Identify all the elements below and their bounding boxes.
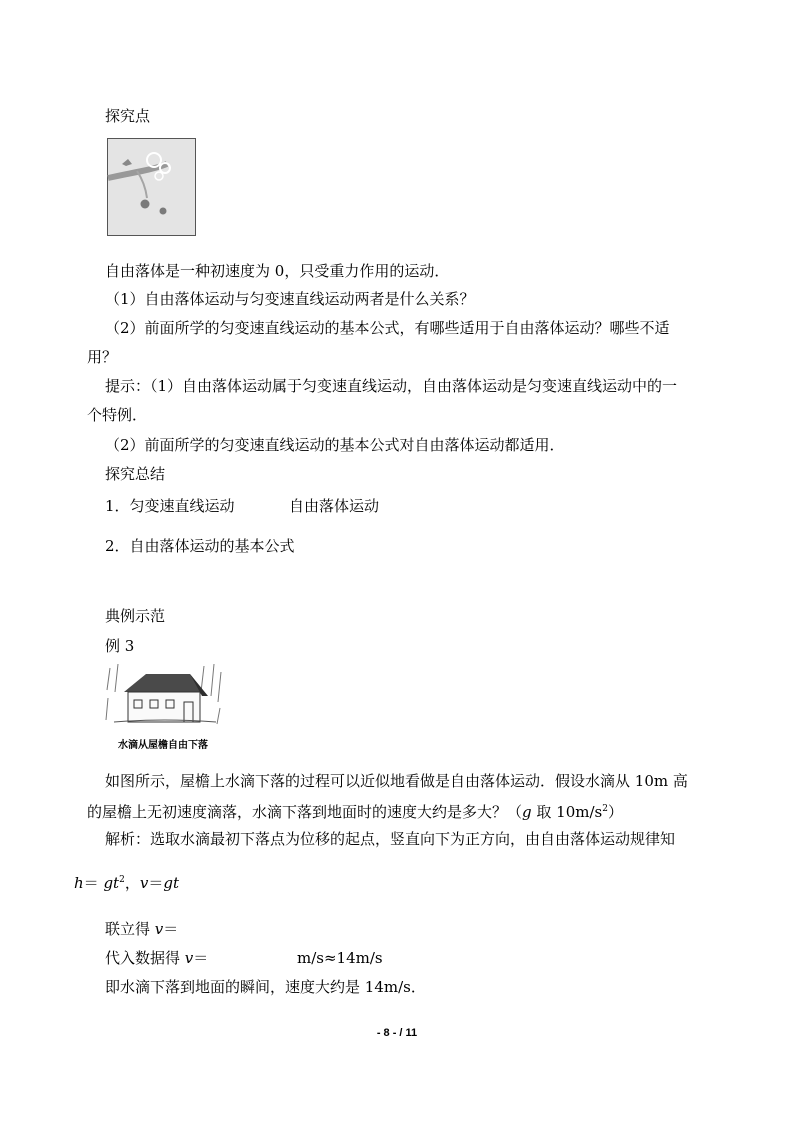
formula-line [74,870,179,893]
apple-tree-illustration [107,138,196,236]
hint-line1: 提示：（1）自由落体运动属于匀变速直线运动，自由落体运动是匀变速直线运动中的一 [105,377,678,395]
example-label: 例 3 [105,637,135,655]
conclusion-text: 即水滴下落到地面的瞬间，速度大约是 14m/s． [105,978,426,996]
intro-text: 自由落体是一种初速度为 0，只受重力作用的运动． [105,262,450,280]
formula-v: v [139,874,149,892]
combine-line [105,919,178,939]
substitute-eq: ＝ [193,949,209,967]
hint-2: （2）前面所学的匀变速直线运动的基本公式对自由落体运动都适用． [105,436,565,454]
formula-eq1: ＝ [83,874,104,892]
summary-title: 探究总结 [105,465,166,483]
substitute-line [105,948,208,968]
substitute-result: m/s≈14m/s [297,949,383,967]
substitute-text: 代入数据得 [105,949,185,967]
question-2-line1: （2）前面所学的匀变速直线运动的基本公式，有哪些适用于自由落体运动？哪些不适 [105,319,670,337]
formula-gt: gt [103,874,120,892]
page-number: - 8 - / 11 [376,1027,418,1039]
hint-line2: 个特例． [87,406,148,424]
formula-h: h [74,874,84,892]
house-rain-illustration [104,662,226,740]
problem-line2 [87,799,623,822]
question-1: （1）自由落体运动与匀变速直线运动两者是什么关系？ [105,290,475,308]
section-title: 探究点 [105,107,151,125]
problem-value: 取 10m/s [531,803,603,821]
formula-sep: ， [124,874,140,892]
problem-close: ） [607,803,623,821]
solution-text: 解析：选取水滴最初下落点为位移的起点，竖直向下为正方向，由自由落体运动规律知 [105,830,676,848]
combine-v: v [154,920,164,938]
substitute-v: v [184,949,194,967]
formula-gt2: gt [163,874,179,892]
question-2-line2: 用？ [87,348,118,366]
combine-eq: ＝ [163,920,179,938]
problem-line1: 如图所示，屋檐上水滴下落的过程可以近似地看做是自由落体运动．假设水滴从 10m 高 [105,772,688,790]
example-heading: 典例示范 [105,607,166,625]
formula-exponent: 2 [119,875,125,885]
summary-item1-right: 自由落体运动 [289,497,380,515]
summary-item2: 2．自由落体运动的基本公式 [105,537,295,555]
problem-exponent: 2 [602,804,608,814]
figure-caption: 水滴从屋檐自由下落 [118,740,208,751]
formula-eq2: ＝ [148,874,164,892]
problem-g: g [522,803,532,821]
summary-item1-left: 1．匀变速直线运动 [105,497,235,515]
combine-text: 联立得 [105,920,155,938]
problem-line2-text: 的屋檐上无初速度滴落，水滴下落到地面时的速度大约是多大？（ [87,803,523,821]
